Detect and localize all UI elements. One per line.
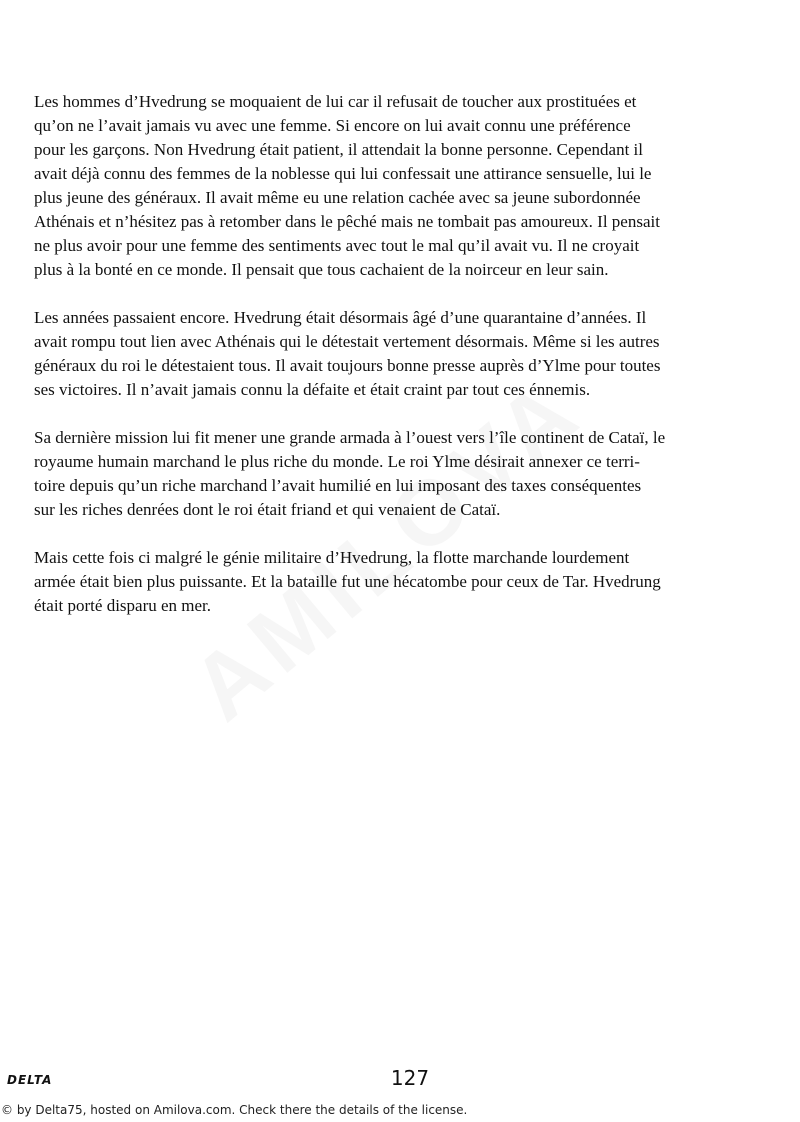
- text-line: généraux du roi le détestaient tous. Il avait toujours bonne presse auprès d’Ylme pour toutes: [34, 356, 661, 375]
- text-line: armée était bien plus puissante. Et la bataille fut une hécatombe pour ceux de Tar. Hvedrung: [34, 572, 661, 591]
- text-line: toire depuis qu’un riche marchand l’avait humilié en lui imposant des taxes conséquentes: [34, 476, 642, 495]
- paragraph-4: [34, 546, 774, 618]
- text-line: avait déjà connu des femmes de la noblesse qui lui confessait une attirance sensuelle, lui le: [34, 164, 652, 183]
- text-line: plus à la bonté en ce monde. Il pensait que tous cachaient de la noirceur en leur sain.: [34, 260, 609, 279]
- page-body: [34, 90, 774, 642]
- paragraph-2: [34, 306, 774, 402]
- text-line: royaume humain marchand le plus riche du monde. Le roi Ylme désirait annexer ce terri-: [34, 452, 640, 471]
- text-line: Sa dernière mission lui fit mener une grande armada à l’ouest vers l’île continent de Cataï, le: [34, 428, 666, 447]
- text-line: était porté disparu en mer.: [34, 596, 212, 615]
- paragraph-1: [34, 90, 774, 282]
- text-line: ses victoires. Il n’avait jamais connu la défaite et était craint par tout ces énnemis.: [34, 380, 591, 399]
- text-line: Les hommes d’Hvedrung se moquaient de lui car il refusait de toucher aux prostituées et: [34, 92, 637, 111]
- text-line: Mais cette fois ci malgré le génie militaire d’Hvedrung, la flotte marchande lourdement: [34, 548, 630, 567]
- delta-logo: DELTA: [7, 1073, 53, 1087]
- text-line: plus jeune des généraux. Il avait même eu une relation cachée avec sa jeune subordonnée: [34, 188, 641, 207]
- text-line: Athénais et n’hésitez pas à retomber dans le pêché mais ne tombait pas amoureux. Il pensait: [34, 212, 660, 231]
- license-footer: © by Delta75, hosted on Amilova.com. Check there the details of the license.: [1, 1103, 468, 1117]
- text-line: pour les garçons. Non Hvedrung était patient, il attendait la bonne personne. Cependant il: [34, 140, 643, 159]
- page-number: 127: [390, 1066, 430, 1090]
- text-line: ne plus avoir pour une femme des sentiments avec tout le mal qu’il avait vu. Il ne croyait: [34, 236, 640, 255]
- text-line: qu’on ne l’avait jamais vu avec une femme. Si encore on lui avait connu une préférence: [34, 116, 631, 135]
- text-line: Les années passaient encore. Hvedrung était désormais âgé d’une quarantaine d’années. Il: [34, 308, 647, 327]
- text-line: avait rompu tout lien avec Athénais qui le détestait vertement désormais. Même si les autres: [34, 332, 660, 351]
- paragraph-3: [34, 426, 774, 522]
- text-line: sur les riches denrées dont le roi était friand et qui venaient de Cataï.: [34, 500, 501, 519]
